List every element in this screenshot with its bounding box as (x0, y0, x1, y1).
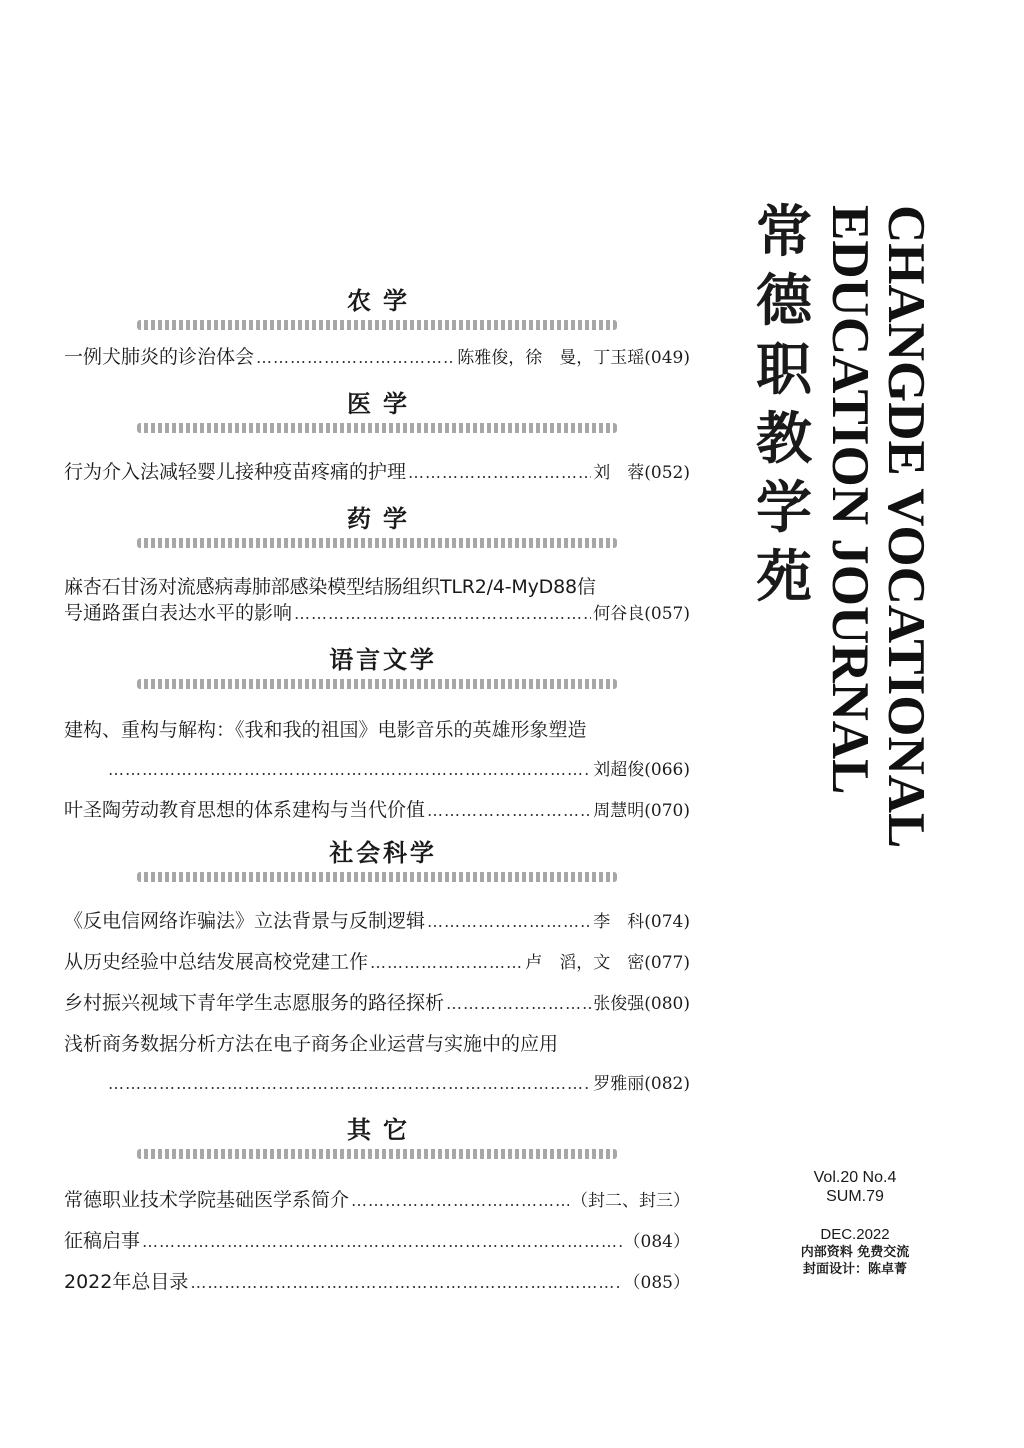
entry-title: 叶圣陶劳动教育思想的体系建构与当代价值 (64, 799, 426, 821)
cover-design-credit: 封面设计：陈卓菁 (802, 1262, 907, 1277)
ornament-divider (137, 538, 617, 548)
leader-dots (408, 460, 591, 486)
leader-dots (294, 601, 591, 627)
entry-title: 《反电信网络诈骗法》立法背景与反制逻辑 (64, 910, 426, 932)
section-heading-language-literature: 语言文学 (329, 646, 437, 674)
leader-dots (427, 798, 591, 824)
entry-title: 从历史经验中总结发展高校党建工作 (64, 951, 369, 973)
entry-author: 卢 滔，文 密 (525, 953, 645, 973)
section-heading-other: 其它 (347, 1116, 419, 1144)
ornament-divider (137, 1149, 617, 1159)
toc-entry[interactable] (64, 1187, 690, 1214)
leader-dots (190, 1270, 621, 1296)
title-char: 德 (756, 269, 812, 334)
entry-title: 常德职业技术学院基础医学系简介 (64, 1189, 350, 1211)
entry-title: 建构、重构与解构：《我和我的祖国》电影音乐的英雄形象塑造 (64, 719, 587, 741)
entry-page: （085） (623, 1273, 690, 1293)
section-heading-social-science: 社会科学 (329, 839, 437, 867)
toc-entry[interactable] (64, 908, 690, 935)
toc-entry[interactable] (64, 574, 690, 627)
toc-entry[interactable] (64, 1228, 690, 1255)
entry-page: （封二、封三） (571, 1191, 690, 1211)
leader-dots (108, 1071, 591, 1097)
entry-page: (070) (644, 801, 690, 821)
entry-author: 刘超俊 (593, 760, 645, 780)
section-heading-medicine: 医学 (347, 390, 419, 418)
entry-title: 行为介入法减轻婴儿接种疫苗疼痛的护理 (64, 461, 407, 483)
toc-entry[interactable] (64, 797, 690, 824)
entry-title: 麻杏石甘汤对流感病毒肺部感染模型结肠组织TLR2/4-MyD88信 (64, 576, 596, 598)
entry-page: (057) (644, 604, 690, 624)
title-char: 苑 (756, 545, 812, 610)
entry-title: 乡村振兴视域下青年学生志愿服务的路径探析 (64, 992, 445, 1014)
entry-author: 李 科 (593, 912, 645, 932)
toc-entry[interactable] (64, 949, 690, 976)
entry-title: 浅析商务数据分析方法在电子商务企业运营与实施中的应用 (64, 1033, 559, 1055)
toc-entry[interactable] (64, 1269, 690, 1296)
toc-entry[interactable] (64, 990, 690, 1017)
toc-entry[interactable] (64, 344, 690, 371)
volume-number: Vol.20 No.4 (813, 1169, 897, 1186)
toc-entry[interactable] (64, 459, 690, 486)
leader-dots (142, 1229, 622, 1255)
leader-dots (427, 909, 591, 935)
entry-page: (080) (644, 994, 690, 1014)
entry-page: (082) (644, 1074, 690, 1094)
sum-number: SUM.79 (826, 1188, 884, 1205)
table-of-contents (64, 280, 690, 1310)
issue-info (790, 1168, 920, 1278)
entry-title: 2022年总目录 (64, 1271, 189, 1293)
entry-page: (074) (644, 912, 690, 932)
toc-entry[interactable] (64, 717, 690, 783)
ornament-divider (137, 423, 617, 433)
title-char: 职 (756, 338, 812, 403)
journal-title-english-line1: CHANGDE VOCATIONAL (877, 205, 935, 849)
title-char: 学 (756, 476, 812, 541)
title-char: 常 (756, 200, 812, 265)
entry-author: 刘 蓉 (593, 463, 645, 483)
section-heading-pharmacy: 药学 (347, 505, 419, 533)
journal-title-chinese (752, 198, 816, 612)
entry-author: 何谷良 (593, 604, 645, 624)
distribution-note: 内部资料 免费交流 (800, 1245, 910, 1260)
entry-title: 征稿启事 (64, 1230, 141, 1252)
entry-author: 张俊强 (593, 994, 645, 1014)
leader-dots (351, 1188, 569, 1214)
section-heading-agriculture: 农学 (347, 287, 419, 315)
entry-page: (077) (644, 953, 690, 973)
journal-title-english-line2: EDUCATION JOURNAL (821, 205, 879, 795)
entry-author: 陈雅俊，徐 曼，丁玉瑶 (457, 348, 645, 368)
entry-author: 周慧明 (593, 801, 645, 821)
entry-page: (049) (644, 348, 690, 368)
entry-page: （084） (623, 1232, 690, 1252)
entry-page: (066) (644, 760, 690, 780)
title-char: 教 (756, 407, 812, 472)
entry-title-continued: 号通路蛋白表达水平的影响 (64, 602, 293, 624)
entry-author: 罗雅丽 (593, 1074, 645, 1094)
leader-dots (256, 345, 455, 371)
toc-entry[interactable] (64, 1031, 690, 1097)
entry-page: (052) (644, 463, 690, 483)
leader-dots (370, 950, 523, 976)
issue-date: DEC.2022 (820, 1226, 890, 1243)
leader-dots (446, 991, 591, 1017)
ornament-divider (137, 679, 617, 689)
ornament-divider (137, 320, 617, 330)
leader-dots (108, 757, 591, 783)
ornament-divider (137, 872, 617, 882)
entry-title: 一例犬肺炎的诊治体会 (64, 346, 255, 368)
